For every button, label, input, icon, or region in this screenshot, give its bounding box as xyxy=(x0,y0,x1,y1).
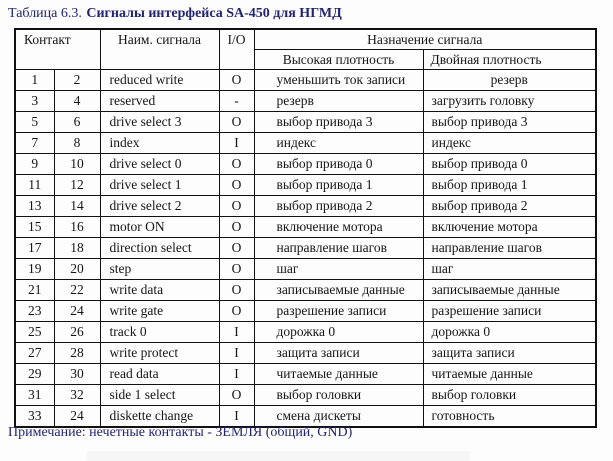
high-density-cell: выбор привода 3 xyxy=(254,112,423,133)
io-cell: O xyxy=(219,217,254,238)
table-row xyxy=(15,238,596,259)
io-cell: O xyxy=(219,238,254,259)
double-density-cell: выбор привода 2 xyxy=(423,196,596,217)
signal-name-cell: drive select 3 xyxy=(100,112,219,133)
double-density-cell: защита записи xyxy=(423,343,596,364)
table-row xyxy=(15,385,596,406)
double-density-cell: выбор привода 0 xyxy=(423,154,596,175)
high-density-cell: выбор головки xyxy=(254,385,423,406)
io-cell: O xyxy=(219,112,254,133)
table-row xyxy=(15,70,596,91)
signal-table-header xyxy=(15,29,596,70)
pin-odd-cell: 27 xyxy=(15,343,54,364)
double-density-cell: записываемые данные xyxy=(423,280,596,301)
double-density-cell: читаемые данные xyxy=(423,364,596,385)
high-density-cell: дорожка 0 xyxy=(254,322,423,343)
pin-even-cell: 24 xyxy=(54,301,100,322)
pin-odd-cell: 29 xyxy=(15,364,54,385)
io-cell: O xyxy=(219,280,254,301)
footnote: Примечание: нечетные контакты - ЗЕМЛЯ (общий, GND) xyxy=(8,425,353,440)
pin-even-cell: 16 xyxy=(54,217,100,238)
high-density-cell: выбор привода 0 xyxy=(254,154,423,175)
io-cell: O xyxy=(219,175,254,196)
table-row xyxy=(15,154,596,175)
high-density-cell: выбор привода 2 xyxy=(254,196,423,217)
pin-odd-cell: 3 xyxy=(15,91,54,112)
io-cell: O xyxy=(219,154,254,175)
pin-even-cell: 4 xyxy=(54,91,100,112)
pin-even-cell: 28 xyxy=(54,343,100,364)
pin-odd-cell: 21 xyxy=(15,280,54,301)
double-density-cell: индекс xyxy=(423,133,596,154)
io-cell: - xyxy=(219,91,254,112)
pin-odd-cell: 1 xyxy=(15,70,54,91)
table-row xyxy=(15,364,596,385)
double-density-cell: выбор привода 1 xyxy=(423,175,596,196)
pin-even-cell: 10 xyxy=(54,154,100,175)
high-density-cell: смена дискеты xyxy=(254,406,423,428)
pin-odd-cell: 13 xyxy=(15,196,54,217)
signal-name-cell: drive select 1 xyxy=(100,175,219,196)
signal-name-cell: index xyxy=(100,133,219,154)
pin-even-cell: 22 xyxy=(54,280,100,301)
io-cell: O xyxy=(219,385,254,406)
signal-name-cell: write gate xyxy=(100,301,219,322)
double-density-cell: разрешение записи xyxy=(423,301,596,322)
high-density-cell: выбор привода 1 xyxy=(254,175,423,196)
pin-odd-cell: 15 xyxy=(15,217,54,238)
table-row xyxy=(15,175,596,196)
pin-even-cell: 14 xyxy=(54,196,100,217)
signal-name-cell: diskette change xyxy=(100,406,219,428)
signal-name-cell: motor ON xyxy=(100,217,219,238)
double-density-cell: шаг xyxy=(423,259,596,280)
io-cell: O xyxy=(219,301,254,322)
table-row xyxy=(15,196,596,217)
pin-even-cell: 8 xyxy=(54,133,100,154)
pin-even-cell: 32 xyxy=(54,385,100,406)
high-density-cell: направление шагов xyxy=(254,238,423,259)
table-caption-number: Таблица 6.3. xyxy=(8,6,82,21)
signal-name-cell: drive select 0 xyxy=(100,154,219,175)
high-density-cell: разрешение записи xyxy=(254,301,423,322)
table-row xyxy=(15,322,596,343)
column-header-high-density: Высокая плотность xyxy=(254,50,423,70)
io-cell: O xyxy=(219,196,254,217)
high-density-cell: уменьшить ток записи xyxy=(254,70,423,91)
double-density-cell: дорожка 0 xyxy=(423,322,596,343)
pin-even-cell: 18 xyxy=(54,238,100,259)
pin-odd-cell: 19 xyxy=(15,259,54,280)
signal-name-cell: step xyxy=(100,259,219,280)
io-cell: O xyxy=(219,70,254,91)
column-header-double-density: Двойная плотность xyxy=(423,50,596,70)
pin-even-cell: 20 xyxy=(54,259,100,280)
pin-odd-cell: 25 xyxy=(15,322,54,343)
column-header-io: I/O xyxy=(219,29,254,70)
pin-odd-cell: 33 xyxy=(15,406,54,428)
signal-name-cell: track 0 xyxy=(100,322,219,343)
table-caption xyxy=(8,5,342,22)
table-caption-text: Сигналы интерфейса SA-450 для НГМД xyxy=(86,6,342,21)
pin-odd-cell: 31 xyxy=(15,385,54,406)
signal-name-cell: reserved xyxy=(100,91,219,112)
table-row xyxy=(15,280,596,301)
pin-even-cell: 24 xyxy=(54,406,100,428)
high-density-cell: записываемые данные xyxy=(254,280,423,301)
io-cell: I xyxy=(219,364,254,385)
cutoff-text-artifact xyxy=(86,451,470,461)
double-density-cell: включение мотора xyxy=(423,217,596,238)
double-density-cell: резерв xyxy=(423,70,596,91)
io-cell: O xyxy=(219,259,254,280)
signal-name-cell: side 1 select xyxy=(100,385,219,406)
table-row xyxy=(15,91,596,112)
header-row-top xyxy=(15,29,596,50)
high-density-cell: защита записи xyxy=(254,343,423,364)
signal-name-cell: direction select xyxy=(100,238,219,259)
pin-even-cell: 12 xyxy=(54,175,100,196)
table-row xyxy=(15,133,596,154)
double-density-cell: выбор головки xyxy=(423,385,596,406)
table-row xyxy=(15,301,596,322)
high-density-cell: включение мотора xyxy=(254,217,423,238)
column-header-signal-name: Наим. сигнала xyxy=(100,29,219,70)
double-density-cell: выбор привода 3 xyxy=(423,112,596,133)
signal-name-cell: read data xyxy=(100,364,219,385)
signal-name-cell: drive select 2 xyxy=(100,196,219,217)
table-row xyxy=(15,112,596,133)
pin-odd-cell: 11 xyxy=(15,175,54,196)
double-density-cell: направление шагов xyxy=(423,238,596,259)
table-row xyxy=(15,217,596,238)
io-cell: I xyxy=(219,406,254,428)
column-header-contact: Контакт xyxy=(15,29,100,70)
signal-name-cell: write data xyxy=(100,280,219,301)
pin-odd-cell: 5 xyxy=(15,112,54,133)
io-cell: I xyxy=(219,343,254,364)
table-row xyxy=(15,343,596,364)
column-header-purpose: Назначение сигнала xyxy=(254,29,596,50)
pin-odd-cell: 23 xyxy=(15,301,54,322)
high-density-cell: шаг xyxy=(254,259,423,280)
signal-name-cell: reduced write xyxy=(100,70,219,91)
pin-even-cell: 6 xyxy=(54,112,100,133)
io-cell: I xyxy=(219,133,254,154)
pin-odd-cell: 9 xyxy=(15,154,54,175)
signal-table-body xyxy=(15,70,596,428)
double-density-cell: загрузить головку xyxy=(423,91,596,112)
pin-even-cell: 26 xyxy=(54,322,100,343)
signal-table xyxy=(14,28,597,428)
high-density-cell: индекс xyxy=(254,133,423,154)
pin-odd-cell: 17 xyxy=(15,238,54,259)
high-density-cell: читаемые данные xyxy=(254,364,423,385)
double-density-cell: готовность xyxy=(423,406,596,428)
pin-odd-cell: 7 xyxy=(15,133,54,154)
signal-name-cell: write protect xyxy=(100,343,219,364)
table-row xyxy=(15,259,596,280)
pin-even-cell: 30 xyxy=(54,364,100,385)
io-cell: I xyxy=(219,322,254,343)
pin-even-cell: 2 xyxy=(54,70,100,91)
high-density-cell: резерв xyxy=(254,91,423,112)
